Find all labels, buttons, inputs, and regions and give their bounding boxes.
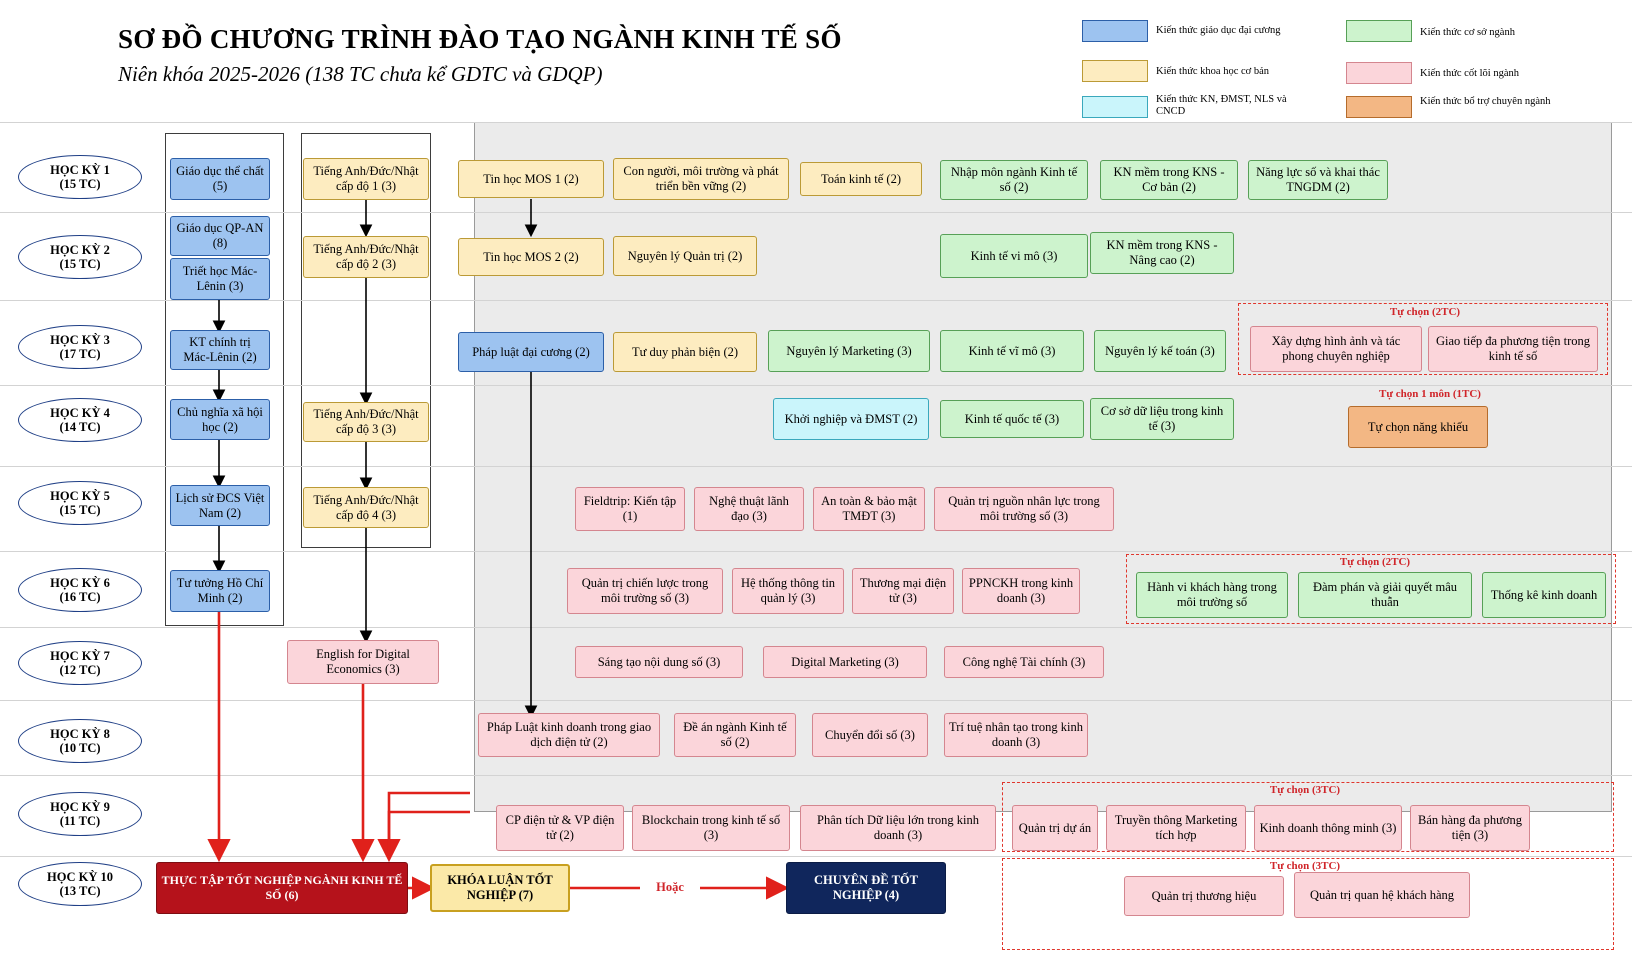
course-chuyendoiso[interactable]: Chuyển đổi số (3) — [812, 713, 928, 757]
course-qtqhkh[interactable]: Quản trị quan hệ khách hàng — [1294, 872, 1470, 918]
course-english-digital[interactable]: English for Digital Economics (3) — [287, 640, 439, 684]
semester-credits: (15 TC) — [59, 177, 101, 191]
course-sangtao[interactable]: Sáng tạo nội dung số (3) — [575, 646, 743, 678]
course-nlqt[interactable]: Nguyên lý Quản trị (2) — [613, 236, 757, 276]
course-ta4[interactable]: Tiếng Anh/Đức/Nhật cấp độ 4 (3) — [303, 487, 429, 528]
semester-pill-2 — [18, 235, 142, 279]
course-tuduy[interactable]: Tư duy phản biện (2) — [613, 332, 757, 372]
semester-credits: (15 TC) — [59, 257, 101, 271]
legend-label-entrepreneurship: Kiến thức KN, ĐMST, NLS và CNCD — [1156, 94, 1287, 117]
legend-swatch-entrepreneurship — [1082, 96, 1148, 118]
course-ktvimo[interactable]: Kinh tế vi mô (3) — [940, 234, 1088, 278]
course-ta3[interactable]: Tiếng Anh/Đức/Nhật cấp độ 3 (3) — [303, 402, 429, 442]
optional-label-semester-9: Tự chọn (3TC) — [1269, 784, 1341, 796]
legend-label-core: Kiến thức cốt lõi ngành — [1420, 68, 1520, 79]
course-ta1[interactable]: Tiếng Anh/Đức/Nhật cấp độ 1 (3) — [303, 158, 429, 200]
course-qtth[interactable]: Quản trị thương hiệu — [1124, 876, 1284, 916]
semester-name: HỌC KỲ 10 — [47, 870, 113, 884]
semester-credits: (11 TC) — [59, 814, 101, 828]
course-mos2[interactable]: Tin học MOS 2 (2) — [458, 238, 604, 276]
course-plkd[interactable]: Pháp Luật kinh doanh trong giao dịch điện tử (2) — [478, 713, 660, 757]
course-mos1[interactable]: Tin học MOS 1 (2) — [458, 160, 604, 198]
semester-pill-1 — [18, 155, 142, 199]
course-qtda[interactable]: Quản trị dự án — [1012, 805, 1098, 851]
semester-credits: (14 TC) — [59, 420, 101, 434]
course-khoaluan-totnghiep[interactable]: KHÓA LUẬN TỐT NGHIỆP (7) — [430, 864, 570, 912]
course-phapluat[interactable]: Pháp luật đại cương (2) — [458, 332, 604, 372]
semester-credits: (12 TC) — [59, 663, 101, 677]
course-lsdcs[interactable]: Lịch sử ĐCS Việt Nam (2) — [170, 485, 270, 526]
semester-pill-7 — [18, 641, 142, 685]
semester-credits: (10 TC) — [59, 741, 101, 755]
semester-name: HỌC KỲ 1 — [50, 163, 110, 177]
semester-credits: (17 TC) — [59, 347, 101, 361]
course-antoan[interactable]: An toàn & bảo mật TMĐT (3) — [813, 487, 925, 531]
legend-label-basic-science: Kiến thức khoa học cơ bản — [1156, 66, 1269, 77]
course-qtcl[interactable]: Quản trị chiến lược trong môi trường số (3) — [567, 568, 723, 614]
course-cntc[interactable]: Công nghệ Tài chính (3) — [944, 646, 1104, 678]
semester-name: HỌC KỲ 2 — [50, 243, 110, 257]
course-banhang[interactable]: Bán hàng đa phương tiện (3) — [1410, 805, 1530, 851]
course-csdl[interactable]: Cơ sở dữ liệu trong kinh tế (3) — [1090, 398, 1234, 440]
course-xaydung-hinhanh[interactable]: Xây dựng hình ảnh và tác phong chuyên nghiệp — [1250, 326, 1422, 372]
semester-pill-4 — [18, 398, 142, 442]
course-fieldtrip[interactable]: Fieldtrip: Kiến tập (1) — [575, 487, 685, 531]
legend-swatch-core — [1346, 62, 1412, 84]
course-ttnt[interactable]: Trí tuệ nhân tạo trong kinh doanh (3) — [944, 713, 1088, 757]
optional-label-semester-6: Tự chọn (2TC) — [1339, 556, 1411, 568]
course-phantich-dulieu[interactable]: Phân tích Dữ liệu lớn trong kinh doanh (3) — [800, 805, 996, 851]
semester-credits: (13 TC) — [59, 884, 101, 898]
legend-swatch-general-education — [1082, 20, 1148, 42]
course-truyenthong[interactable]: Truyền thông Marketing tích hợp — [1106, 805, 1246, 851]
course-ta2[interactable]: Tiếng Anh/Đức/Nhật cấp độ 2 (3) — [303, 236, 429, 278]
course-cnxh[interactable]: Chủ nghĩa xã hội học (2) — [170, 399, 270, 440]
semester-name: HỌC KỲ 8 — [50, 727, 110, 741]
political-courses-panel — [165, 133, 284, 626]
course-knmem-basic[interactable]: KN mềm trong KNS - Cơ bản (2) — [1100, 160, 1238, 200]
legend-label-foundation: Kiến thức cơ sở ngành — [1420, 27, 1515, 38]
legend-swatch-basic-science — [1082, 60, 1148, 82]
semester-name: HỌC KỲ 9 — [50, 800, 110, 814]
main-courses-panel — [474, 122, 1612, 812]
course-khoinghiep[interactable]: Khởi nghiệp và ĐMST (2) — [773, 398, 929, 440]
semester-credits: (15 TC) — [59, 503, 101, 517]
legend-swatch-foundation — [1346, 20, 1412, 42]
course-ppnckh[interactable]: PPNCKH trong kinh doanh (3) — [962, 568, 1080, 614]
course-ktct[interactable]: KT chính trị Mác-Lênin (2) — [170, 330, 270, 370]
label-hoac: Hoặc — [656, 880, 684, 894]
course-nlmkt[interactable]: Nguyên lý Marketing (3) — [768, 330, 930, 372]
course-thongke[interactable]: Thống kê kinh doanh — [1482, 572, 1606, 618]
course-blockchain[interactable]: Blockchain trong kinh tế số (3) — [632, 805, 790, 851]
semester-pill-3 — [18, 325, 142, 369]
semester-pill-6 — [18, 568, 142, 612]
optional-label-semester-4: Tự chọn 1 môn (1TC) — [1379, 388, 1481, 400]
course-nangkhieu[interactable]: Tự chọn năng khiếu — [1348, 406, 1488, 448]
course-chuyende-totnghiep[interactable]: CHUYÊN ĐỀ TỐT NGHIỆP (4) — [786, 862, 946, 914]
course-qtnnl[interactable]: Quản trị nguồn nhân lực trong môi trường số (3) — [934, 487, 1114, 531]
optional-label-semester-10: Tự chọn (3TC) — [1269, 860, 1341, 872]
course-nlke[interactable]: Nguyên lý kế toán (3) — [1094, 330, 1226, 372]
course-tthcm[interactable]: Tư tưởng Hồ Chí Minh (2) — [170, 570, 270, 612]
course-nhapmon[interactable]: Nhập môn ngành Kinh tế số (2) — [940, 160, 1088, 200]
course-triethoc[interactable]: Triết học Mác-Lênin (3) — [170, 258, 270, 300]
course-hanhvi[interactable]: Hành vi khách hàng trong môi trường số — [1136, 572, 1288, 618]
course-thuctap-totnghiep[interactable]: THỰC TẬP TỐT NGHIỆP NGÀNH KINH TẾ SỐ (6) — [156, 862, 408, 914]
course-conguoi[interactable]: Con người, môi trường và phát triển bền vững (2) — [613, 158, 789, 200]
course-de-an-nganh[interactable]: Đề án ngành Kinh tế số (2) — [674, 713, 796, 757]
semester-pill-5 — [18, 481, 142, 525]
course-gdqp[interactable]: Giáo dục QP-AN (8) — [170, 216, 270, 256]
course-toankt[interactable]: Toán kinh tế (2) — [800, 162, 922, 196]
course-ktvimo2[interactable]: Kinh tế vĩ mô (3) — [940, 330, 1084, 372]
semester-name: HỌC KỲ 7 — [50, 649, 110, 663]
semester-name: HỌC KỲ 5 — [50, 489, 110, 503]
course-knmem-advanced[interactable]: KN mềm trong KNS - Nâng cao (2) — [1090, 232, 1234, 274]
semester-name: HỌC KỲ 6 — [50, 576, 110, 590]
course-ktqt[interactable]: Kinh tế quốc tế (3) — [940, 400, 1084, 438]
course-damphan[interactable]: Đàm phán và giải quyết mâu thuẫn — [1298, 572, 1472, 618]
semester-credits: (16 TC) — [59, 590, 101, 604]
page-subtitle: Niên khóa 2025-2026 (138 TC chưa kể GDTC và GDQP) — [118, 62, 603, 86]
course-kd-thongminh[interactable]: Kinh doanh thông minh (3) — [1254, 805, 1402, 851]
semester-pill-9 — [18, 792, 142, 836]
course-digital-marketing[interactable]: Digital Marketing (3) — [763, 646, 927, 678]
course-cpdientu[interactable]: CP điện tử & VP điện tử (2) — [496, 805, 624, 851]
semester-name: HỌC KỲ 3 — [50, 333, 110, 347]
semester-name: HỌC KỲ 4 — [50, 406, 110, 420]
course-tmdt[interactable]: Thương mại điện tử (3) — [852, 568, 954, 614]
optional-label-semester-3: Tự chọn (2TC) — [1389, 306, 1461, 318]
course-nghethuat[interactable]: Nghệ thuật lãnh đạo (3) — [694, 487, 804, 531]
course-htttql[interactable]: Hệ thống thông tin quản lý (3) — [732, 568, 844, 614]
legend-swatch-specialized-support — [1346, 96, 1412, 118]
legend-label-specialized-support: Kiến thức bổ trợ chuyên ngành — [1420, 96, 1551, 107]
semester-pill-8 — [18, 719, 142, 763]
course-giaotiep[interactable]: Giao tiếp đa phương tiện trong kinh tế số — [1428, 326, 1598, 372]
legend-label-general-education: Kiến thức giáo dục đại cương — [1156, 25, 1281, 36]
semester-pill-10 — [18, 862, 142, 906]
course-gdtc[interactable]: Giáo dục thể chất (5) — [170, 158, 270, 200]
course-nangluc-so[interactable]: Năng lực số và khai thác TNGDM (2) — [1248, 160, 1388, 200]
page-title: SƠ ĐỒ CHƯƠNG TRÌNH ĐÀO TẠO NGÀNH KINH TẾ SỐ — [118, 24, 842, 54]
